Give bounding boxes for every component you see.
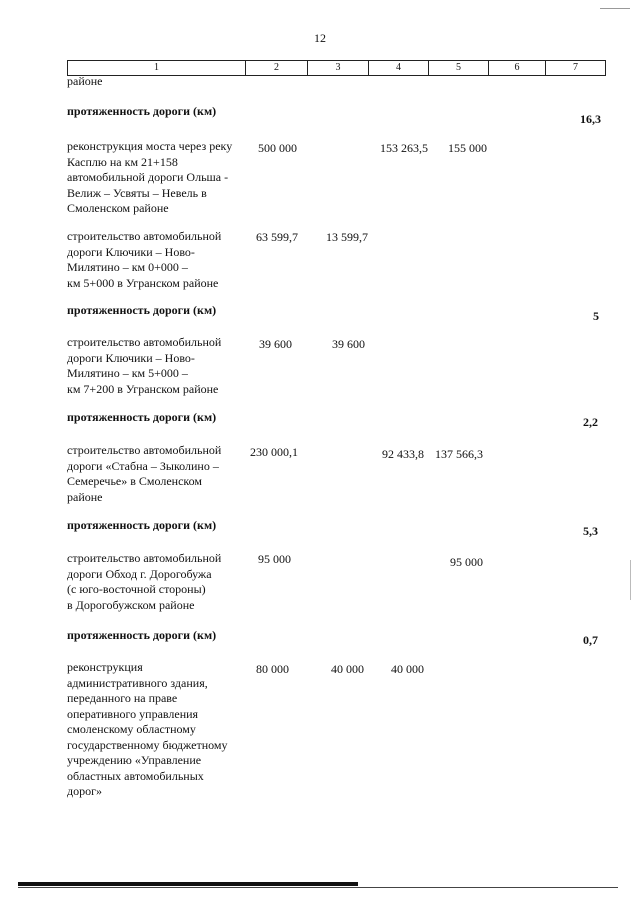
column-header-6: 6 bbox=[489, 61, 546, 75]
entry-col3-value: 40 000 bbox=[331, 662, 364, 676]
entry-col5-value: 155 000 bbox=[448, 141, 487, 155]
entry-description: строительство автомобильной дороги «Стабна – Зыколино – Семеречье» в Смоленском районе bbox=[67, 443, 222, 504]
length-value: 5,3 bbox=[583, 524, 598, 538]
entry-col3-value: 39 600 bbox=[332, 337, 365, 351]
length-label: протяженность дороги (км) bbox=[67, 410, 217, 424]
scan-mark-right bbox=[630, 560, 631, 600]
column-header-3: 3 bbox=[308, 61, 369, 75]
entry-col5-value: 137 566,3 bbox=[435, 447, 483, 461]
entry-col4-value: 92 433,8 bbox=[382, 447, 424, 461]
column-header-7: 7 bbox=[573, 62, 578, 73]
column-header-1: 1 bbox=[68, 61, 246, 75]
column-header-4: 4 bbox=[369, 61, 429, 75]
column-header-5: 5 bbox=[429, 61, 489, 75]
length-value: 16,3 bbox=[580, 112, 601, 126]
entry-col2-value: 63 599,7 bbox=[256, 230, 298, 244]
length-label: протяженность дороги (км) bbox=[67, 518, 217, 532]
entry-description: реконструкция административного здания, переданного на праве оперативного управления смоленскому областному государственному бюджетному учреждению «Управление областных автомобильных дорог» bbox=[67, 660, 228, 798]
column-header-row bbox=[67, 60, 606, 76]
length-label: протяженность дороги (км) bbox=[67, 104, 217, 118]
length-label: протяженность дороги (км) bbox=[67, 628, 217, 642]
entry-col2-value: 80 000 bbox=[256, 662, 289, 676]
entry-col2-value: 95 000 bbox=[258, 552, 291, 566]
scan-line-bottom bbox=[18, 887, 618, 888]
entry-col4-value: 40 000 bbox=[391, 662, 424, 676]
entry-description: строительство автомобильной дороги Ключики – Ново- Милятино – км 0+000 – км 5+000 в Угранском районе bbox=[67, 229, 222, 290]
length-value: 2,2 bbox=[583, 415, 598, 429]
scan-mark-top bbox=[600, 8, 630, 9]
continued-text: районе bbox=[67, 74, 103, 88]
length-value: 5 bbox=[593, 309, 599, 323]
entry-col3-value: 13 599,7 bbox=[326, 230, 368, 244]
page-number: 12 bbox=[314, 31, 326, 45]
entry-description: строительство автомобильной дороги Обход г. Дорогобужа (с юго-восточной стороны) в Дорогобужском районе bbox=[67, 551, 222, 612]
entry-description: реконструкция моста через реку Касплю на км 21+158 автомобильной дороги Ольша - Велиж – Усвяты – Невель в Смоленском районе bbox=[67, 139, 233, 215]
scan-bar-bottom bbox=[18, 882, 358, 886]
length-value: 0,7 bbox=[583, 633, 598, 647]
length-label: протяженность дороги (км) bbox=[67, 303, 217, 317]
entry-col2-value: 500 000 bbox=[258, 141, 297, 155]
column-header-2: 2 bbox=[246, 61, 308, 75]
entry-col4-value: 153 263,5 bbox=[380, 141, 428, 155]
entry-col2-value: 230 000,1 bbox=[250, 445, 298, 459]
entry-description: строительство автомобильной дороги Ключики – Ново- Милятино – км 5+000 – км 7+200 в Угранском районе bbox=[67, 335, 222, 396]
entry-col2-value: 39 600 bbox=[259, 337, 292, 351]
entry-col5-value: 95 000 bbox=[450, 555, 483, 569]
